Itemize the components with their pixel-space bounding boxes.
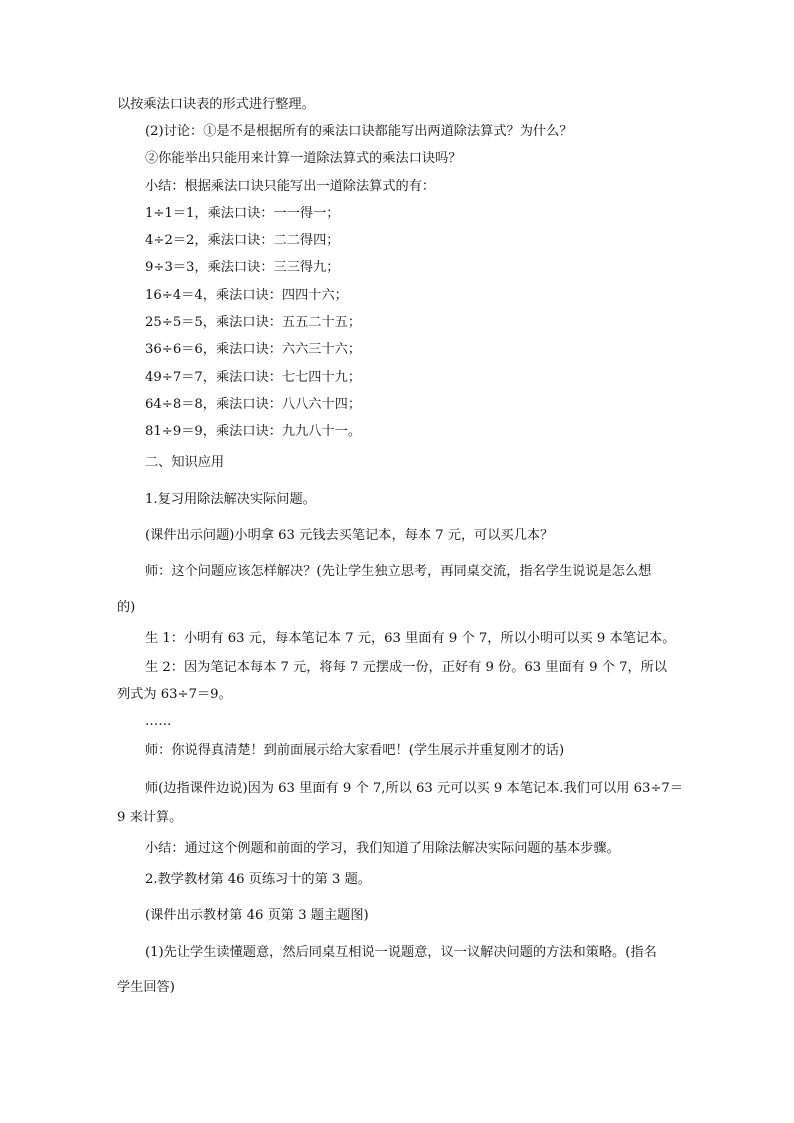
text-line: (课件出示教材第 46 页第 3 题主题图) xyxy=(145,908,369,923)
text-line: 小结：通过这个例题和前面的学习，我们知道了用除法解决实际问题的基本步骤。 xyxy=(145,841,620,856)
text-line: 9÷3＝3，乘法口诀：三三得九； xyxy=(145,260,340,275)
text-line: …… xyxy=(145,714,172,729)
text-line: 小结：根据乘法口诀只能写出一道除法算式的有： xyxy=(145,179,436,194)
text-line: 学生回答) xyxy=(117,980,175,995)
text-line: 以按乘法口诀表的形式进行整理。 xyxy=(117,97,315,112)
text-line: 36÷6＝6，乘法口诀：六六三十六； xyxy=(145,342,362,357)
text-line: (课件出示问题)小明拿 63 元钱去买笔记本，每本 7 元，可以买几本？ xyxy=(145,528,554,543)
text-line: 1.复习用除法解决实际问题。 xyxy=(145,492,316,507)
text-line: 49÷7＝7，乘法口诀：七七四十九； xyxy=(145,370,362,385)
text-line: 的) xyxy=(117,600,136,615)
text-line: 25÷5＝5，乘法口诀：五五二十五； xyxy=(145,315,362,330)
text-line: 64÷8＝8，乘法口诀：八八六十四； xyxy=(145,397,362,412)
text-line: (2)讨论：①是不是根据所有的乘法口诀都能写出两道除法算式？为什么？ xyxy=(145,124,573,139)
text-line: 生 2：因为笔记本每本 7 元，将每 7 元摆成一份，正好有 9 份。63 里面有 9 个 7，所以 xyxy=(145,660,668,675)
text-line: 2.教学教材第 46 页练习十的第 3 题。 xyxy=(145,872,371,887)
text-line: 81÷9＝9，乘法口诀：九九八十一。 xyxy=(145,424,362,439)
text-line: 列式为 63÷7＝9。 xyxy=(117,687,232,702)
text-line: 师(边指课件边说)因为 63 里面有 9 个 7,所以 63 元可以买 9 本笔记本.我们可以用 63÷7＝ xyxy=(145,781,683,796)
text-line: ②你能举出只能用来计算一道除法算式的乘法口诀吗？ xyxy=(145,151,462,166)
text-line: 生 1：小明有 63 元，每本笔记本 7 元，63 里面有 9 个 7，所以小明可以买 9 本笔记本。 xyxy=(145,631,676,646)
section-heading: 二、知识应用 xyxy=(145,455,225,470)
text-line: 师：这个问题应该怎样解决？(先让学生独立思考，再同桌交流，指名学生说说是怎么想 xyxy=(145,564,652,579)
text-line: 16÷4＝4，乘法口诀：四四十六； xyxy=(145,288,348,303)
text-line: 9 来计算。 xyxy=(117,810,183,825)
text-line: 4÷2＝2，乘法口诀：二二得四； xyxy=(145,233,340,248)
text-line: (1)先让学生读懂题意，然后同桌互相说一说题意，议一议解决问题的方法和策略。(指名 xyxy=(145,945,657,960)
text-line: 1÷1＝1，乘法口诀：一一得一； xyxy=(145,206,340,221)
text-line: 师：你说得真清楚！到前面展示给大家看吧！(学生展示并重复刚才的话) xyxy=(145,743,565,758)
